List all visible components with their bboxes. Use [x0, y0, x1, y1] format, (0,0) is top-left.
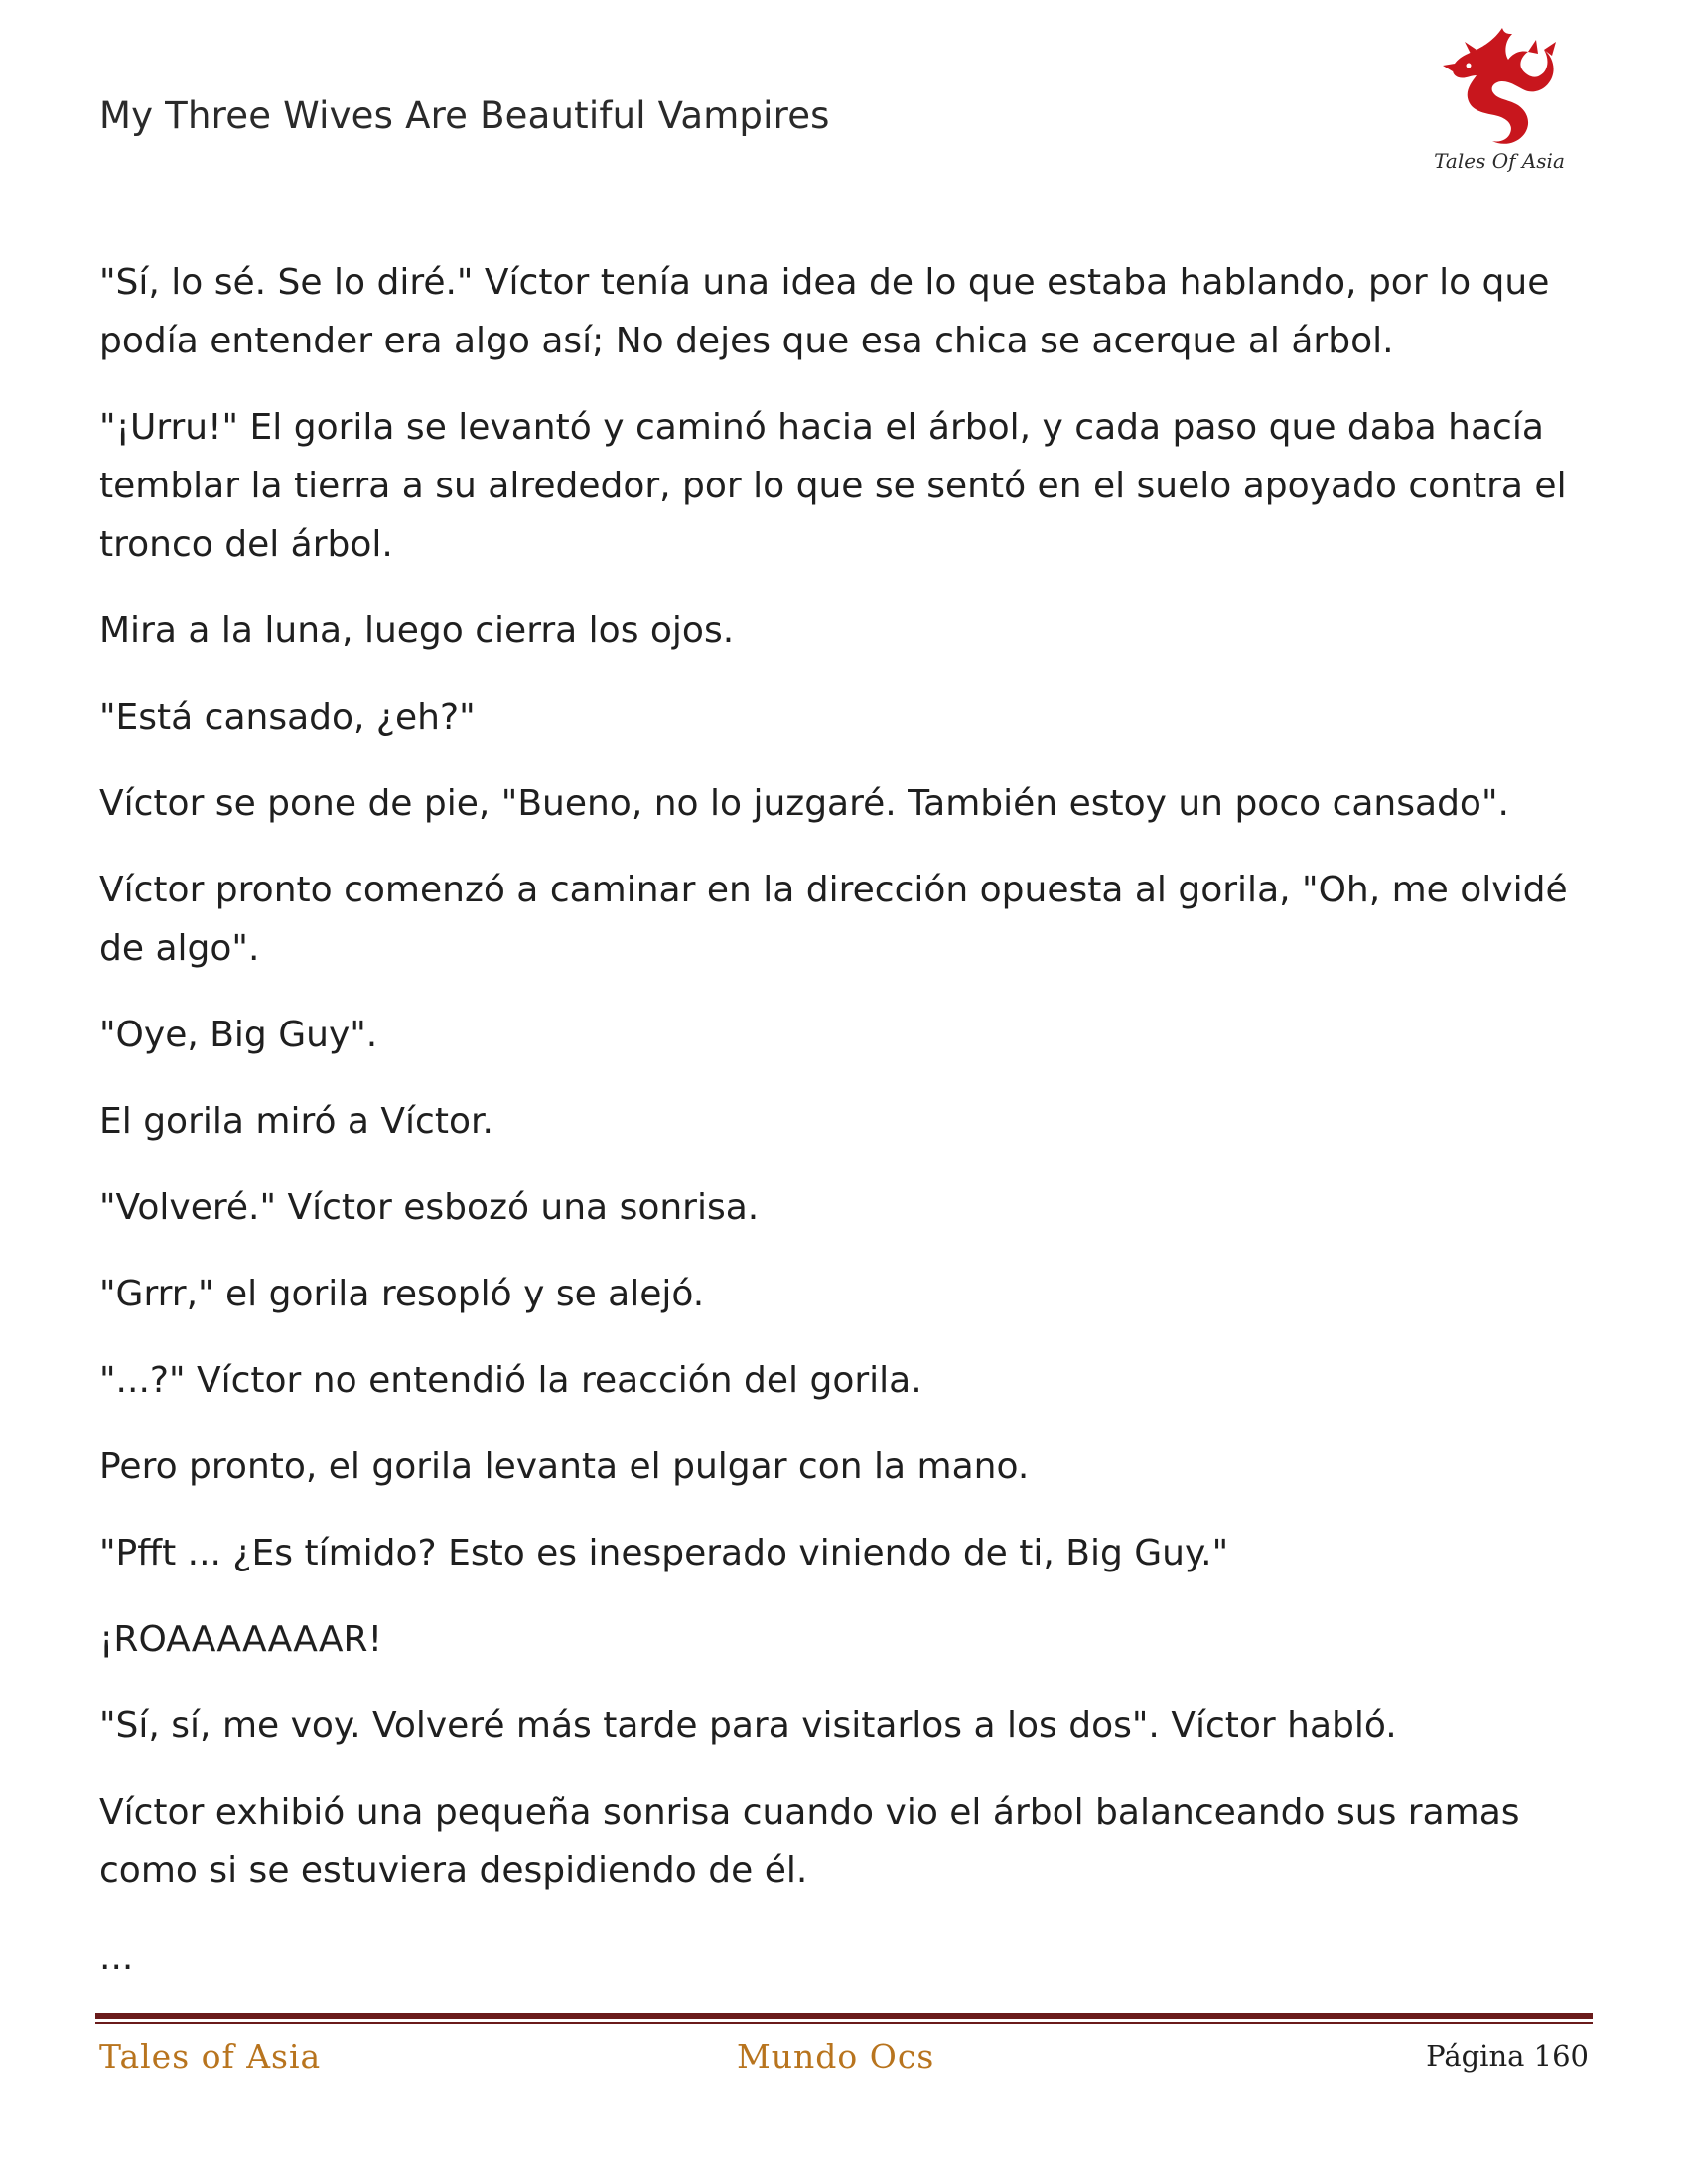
dragon-icon — [1425, 20, 1574, 149]
paragraph: Mira a la luna, luego cierra los ojos. — [99, 611, 735, 651]
paragraph: "Sí, sí, me voy. Volveré más tarde para visitarlos a los dos". Víctor habló. — [99, 1706, 1397, 1746]
paragraph: Víctor pronto comenzó a caminar en la dirección opuesta al gorila, "Oh, me olvidé de algo". — [99, 870, 1568, 969]
paragraph: "Sí, lo sé. Se lo diré." Víctor tenía una idea de lo que estaba hablando, por lo que podía entender era algo así; No dejes que esa chica se acerque al árbol. — [99, 262, 1550, 361]
page-number: Página 160 — [1426, 2039, 1589, 2073]
paragraph: "Pfft ... ¿Es tímido? Esto es inesperado viniendo de ti, Big Guy." — [99, 1533, 1229, 1573]
footer-rule-thick — [95, 2013, 1593, 2019]
footer-rule-thin — [95, 2022, 1593, 2024]
logo-text: Tales Of Asia — [1434, 149, 1565, 173]
paragraph: "Grrr," el gorila resopló y se alejó. — [99, 1274, 705, 1314]
paragraph: Pero pronto, el gorila levanta el pulgar con la mano. — [99, 1446, 1030, 1487]
paragraph: "Volveré." Víctor esbozó una sonrisa. — [99, 1187, 760, 1228]
paragraph: "Oye, Big Guy". — [99, 1015, 378, 1055]
footer-divider — [95, 2013, 1593, 2024]
paragraph: ¡ROAAAAAAAR! — [99, 1619, 382, 1660]
page-header-title: My Three Wives Are Beautiful Vampires — [99, 94, 830, 137]
paragraph: "...?" Víctor no entendió la reacción del gorila. — [99, 1360, 922, 1401]
footer-site: Mundo Ocs — [737, 2037, 935, 2076]
publisher-logo — [1425, 20, 1574, 184]
paragraph: Víctor se pone de pie, "Bueno, no lo juzgaré. También estoy un poco cansado". — [99, 783, 1509, 824]
document-body — [99, 253, 1599, 2014]
paragraph: ... — [99, 1937, 134, 1978]
paragraph: "¡Urru!" El gorila se levantó y caminó hacia el árbol, y cada paso que daba hacía temblar la tierra a su alrededor, por lo que se sentó en el suelo apoyado contra el tronco del árbol. — [99, 407, 1567, 565]
paragraph: Víctor exhibió una pequeña sonrisa cuando vio el árbol balanceando sus ramas como si se estuviera despidiendo de él. — [99, 1792, 1520, 1891]
paragraph: "Está cansado, ¿eh?" — [99, 697, 476, 738]
paragraph: El gorila miró a Víctor. — [99, 1101, 493, 1142]
footer-publisher: Tales of Asia — [99, 2037, 322, 2076]
